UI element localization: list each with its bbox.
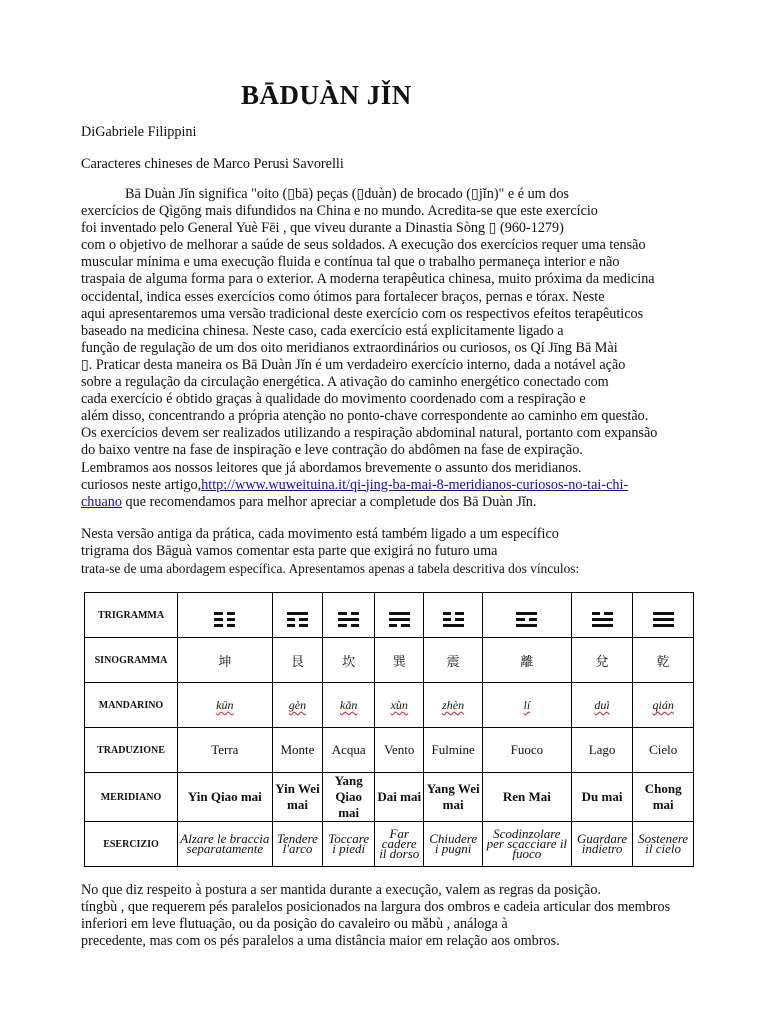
line-segment: [455, 612, 464, 615]
text-line: baseado na medicina chinesa. Neste caso, cada exercício está explicitamente ligado a: [81, 322, 564, 339]
yin-line: [389, 624, 410, 627]
line-segment: [287, 618, 296, 621]
header-meridiano: MERIDIANO: [85, 773, 178, 822]
yang-line: [516, 612, 537, 615]
text-line: inferiori em leve flutuação, ou da posição do cavaleiro ou mǎbù , análoga à: [81, 916, 508, 933]
link-line: [81, 477, 731, 494]
line-segment: [299, 624, 308, 627]
trigram-cell: [375, 593, 424, 638]
article-link[interactable]: http://www.wuweituina.it/qi-jing-ba-mai-8-meridianos-curiosos-no-tai-chi-: [201, 476, 629, 493]
line-segment: [351, 624, 360, 627]
trigram-symbol-icon: [389, 612, 410, 627]
line-segment: [338, 624, 347, 627]
yang-line: [338, 618, 359, 621]
sinogram-cell: 艮: [272, 638, 323, 683]
text-line: tíngbù , que requerem pés paralelos posicionados na largura dos ombros e cadeia articular dos membros: [81, 899, 671, 916]
row-esercizio: [85, 822, 694, 867]
line-segment: [287, 624, 296, 627]
link-prefix: curiosos neste artigo,: [81, 476, 202, 493]
line-segment: [227, 618, 236, 621]
exercise-cell: Chiudere i pugni: [424, 822, 483, 867]
line-segment: [214, 612, 223, 615]
text-line: precedente, mas com os pés paralelos a uma distância maior em relação aos ombros.: [81, 933, 560, 950]
yang-line: [653, 612, 674, 615]
yang-line: [443, 624, 464, 627]
sinogram-cell: 坤: [178, 638, 273, 683]
meridian-cell: Dai mai: [375, 773, 424, 822]
mandarin-cell: [633, 683, 694, 728]
yang-line: [389, 612, 410, 615]
mandarin-text: xùn: [390, 698, 408, 712]
line-segment: [443, 618, 452, 621]
translation-cell: Fulmine: [424, 728, 483, 773]
mandarin-cell: [482, 683, 571, 728]
text-line: além disso, concentrando a própria atenção no ponto-chave correspondente ao caminho em questão.: [81, 408, 649, 425]
text-line: Os exercícios devem ser realizados utilizando a respiração abdominal natural, portanto com expansão: [81, 425, 658, 442]
line-segment: [389, 624, 398, 627]
trigram-symbol-icon: [338, 612, 359, 627]
mandarin-cell: [323, 683, 375, 728]
intro-paragraph: [81, 186, 731, 511]
mandarin-cell: [571, 683, 633, 728]
text-line: Bā Duàn Jǐn significa "oito (▯bā) peças (▯duàn) de brocado (▯jǐn)" e é um dos: [125, 186, 569, 202]
row-sinogramma: [85, 638, 694, 683]
line-segment: [338, 618, 359, 621]
trigram-table: [84, 592, 694, 867]
exercise-cell: Tendere l'arco: [272, 822, 323, 867]
text-line: Nesta versão antiga da prática, cada movimento está também ligado a um específico: [81, 526, 559, 542]
text-line: traspaia de alguma forma para o exterior. A moderna terapêutica chinesa, muito próxima da medicina: [81, 271, 655, 288]
yang-line: [592, 624, 613, 627]
translation-cell: Fuoco: [482, 728, 571, 773]
header-traduzione: TRADUZIONE: [85, 728, 178, 773]
line-segment: [653, 618, 674, 621]
yang-line: [653, 624, 674, 627]
trigram-symbol-icon: [653, 612, 674, 627]
line-segment: [351, 612, 360, 615]
posture-paragraph: [81, 882, 731, 950]
mandarin-text: zhèn: [442, 698, 465, 712]
link-line-2: [81, 494, 731, 511]
translation-cell: Cielo: [633, 728, 694, 773]
trigram-symbol-icon: [592, 612, 613, 627]
yin-line: [516, 618, 537, 621]
exercise-cell: Toccare i piedi: [323, 822, 375, 867]
text-line: foi inventado pelo General Yuè Fēi , que viveu durante a Dinastia Sòng ▯ (960-1279): [81, 220, 564, 237]
exercise-cell: Sostenere il cielo: [633, 822, 694, 867]
line-segment: [653, 624, 674, 627]
text-line: occidental, indica esses exercícios como ótimos para fortalecer braços, pernas e tórax. Neste: [81, 288, 605, 305]
text-line: No que diz respeito à postura a ser mantida durante a execução, valem as regras da posição.: [81, 882, 601, 898]
mandarin-text: qián: [652, 698, 674, 712]
exercise-cell: Scodinzolare per scacciare il fuoco: [482, 822, 571, 867]
row-trigramma: [85, 593, 694, 638]
line-segment: [592, 612, 601, 615]
bagua-paragraph: [81, 526, 731, 577]
link-suffix: que recomendamos para melhor apreciar a completude dos Bā Duàn Jǐn.: [121, 493, 537, 510]
text-line: exercícios de Qìgōng mais difundidos na China e no mundo. Acredita-se que este exercício: [81, 203, 598, 220]
text-line: muscular mínima e uma execução fluida e contínua tal que o trabalho permaneça interior e não: [81, 254, 620, 271]
exercise-cell: Far cadere il dorso: [375, 822, 424, 867]
yang-line: [592, 618, 613, 621]
yin-line: [338, 612, 359, 615]
mandarin-text: kǎn: [340, 698, 358, 712]
line-segment: [443, 624, 464, 627]
translation-cell: Acqua: [323, 728, 375, 773]
trigram-cell: [323, 593, 375, 638]
line-segment: [287, 612, 308, 615]
line-segment: [516, 624, 537, 627]
trigram-cell: [272, 593, 323, 638]
translation-cell: Vento: [375, 728, 424, 773]
sinogram-cell: 離: [482, 638, 571, 683]
author-line: DiGabriele Filippini: [81, 124, 197, 140]
text-line: sobre a regulação da circulação energética. A ativação do caminho energético conectado com: [81, 374, 609, 391]
sinogram-cell: 坎: [323, 638, 375, 683]
text-line: Lembramos aos nossos leitores que já abordamos brevemente o assunto dos meridianos.: [81, 459, 582, 476]
sinogram-cell: 震: [424, 638, 483, 683]
yin-line: [592, 612, 613, 615]
mandarin-cell: [375, 683, 424, 728]
document-title: BĀDUÀN JǏN: [241, 80, 412, 110]
trigram-cell: [424, 593, 483, 638]
text-line: trata-se de uma abordagem específica. Apresentamos apenas a tabela descritiva dos vínculos:: [81, 561, 580, 577]
header-sinogramma: SINOGRAMMA: [85, 638, 178, 683]
trigram-cell: [571, 593, 633, 638]
mandarin-cell: [272, 683, 323, 728]
yang-line: [516, 624, 537, 627]
text-line: ▯. Praticar desta maneira os Bā Duàn Jǐn é um verdadeiro exercício interno, dada a notável ação: [81, 356, 626, 373]
line-segment: [653, 612, 674, 615]
yin-line: [214, 618, 235, 621]
line-segment: [604, 612, 613, 615]
meridian-cell: Ren Mai: [482, 773, 571, 822]
header-trigramma: TRIGRAMMA: [85, 593, 178, 638]
translation-cell: Terra: [178, 728, 273, 773]
sinogram-cell: 兌: [571, 638, 633, 683]
header-esercizio: ESERCIZIO: [85, 822, 178, 867]
trigram-symbol-icon: [443, 612, 464, 627]
text-line: do baixo ventre na fase de inspiração e leve contração do abdômen na fase de expiração.: [81, 442, 583, 459]
trigram-symbol-icon: [214, 612, 235, 627]
line-segment: [401, 624, 410, 627]
trigram-cell: [633, 593, 694, 638]
trigram-symbol-icon: [287, 612, 308, 627]
mandarin-cell: [424, 683, 483, 728]
line-segment: [227, 612, 236, 615]
text-line: cada exercício é obtido graças à qualidade do movimento coordenado com a respiração e: [81, 391, 586, 408]
mandarin-text: gèn: [288, 698, 307, 712]
line-segment: [592, 624, 613, 627]
line-segment: [389, 612, 410, 615]
sinogram-cell: 乾: [633, 638, 694, 683]
meridian-cell: Chong mai: [633, 773, 694, 822]
line-segment: [443, 612, 452, 615]
line-segment: [516, 612, 537, 615]
line-segment: [592, 618, 613, 621]
meridian-cell: Yang Wei mai: [424, 773, 483, 822]
mandarin-text: kūn: [216, 698, 234, 712]
row-traduzione: [85, 728, 694, 773]
yin-line: [443, 618, 464, 621]
line-segment: [338, 612, 347, 615]
trigram-cell: [178, 593, 273, 638]
translation-cell: Monte: [272, 728, 323, 773]
line-segment: [529, 618, 538, 621]
mandarin-text: duì: [594, 698, 610, 712]
yang-line: [653, 618, 674, 621]
text-line: trigrama dos Bāguà vamos comentar esta parte que exigirá no futuro uma: [81, 543, 498, 560]
line-segment: [214, 618, 223, 621]
row-meridiano: [85, 773, 694, 822]
row-mandarino: [85, 683, 694, 728]
line-segment: [455, 618, 464, 621]
line-segment: [214, 624, 223, 627]
exercise-cell: Guardare indietro: [571, 822, 633, 867]
yin-line: [287, 618, 308, 621]
yang-line: [389, 618, 410, 621]
text-line: com o objetivo de melhorar a saúde de seus soldados. A execução dos exercícios requer uma tensão: [81, 237, 646, 254]
yin-line: [214, 612, 235, 615]
yin-line: [443, 612, 464, 615]
line-segment: [389, 618, 410, 621]
line-segment: [299, 618, 308, 621]
yin-line: [287, 624, 308, 627]
yin-line: [214, 624, 235, 627]
meridian-cell: Yin Wei mai: [272, 773, 323, 822]
header-mandarino: MANDARINO: [85, 683, 178, 728]
exercise-cell: Alzare le braccia separatamente: [178, 822, 273, 867]
sinogram-cell: 巽: [375, 638, 424, 683]
line-segment: [227, 624, 236, 627]
yang-line: [287, 612, 308, 615]
mandarin-cell: [178, 683, 273, 728]
meridian-cell: Yin Qiao mai: [178, 773, 273, 822]
trigram-symbol-icon: [516, 612, 537, 627]
text-line: aqui apresentaremos uma versão tradicional deste exercício com os respectivos efeitos terapêuticos: [81, 305, 644, 322]
text-line: função de regulação de um dos oito meridianos extraordinários ou curiosos, os Qí Jīng Bā Mài: [81, 339, 618, 356]
meridian-cell: Yang Qiao mai: [323, 773, 375, 822]
line-segment: [516, 618, 525, 621]
meridian-cell: Du mai: [571, 773, 633, 822]
trigram-cell: [482, 593, 571, 638]
yin-line: [338, 624, 359, 627]
mandarin-text: lí: [523, 698, 531, 712]
translation-cell: Lago: [571, 728, 633, 773]
article-link-continuation[interactable]: chuano: [81, 493, 122, 510]
credit-line: Caracteres chineses de Marco Perusi Savorelli: [81, 156, 344, 172]
